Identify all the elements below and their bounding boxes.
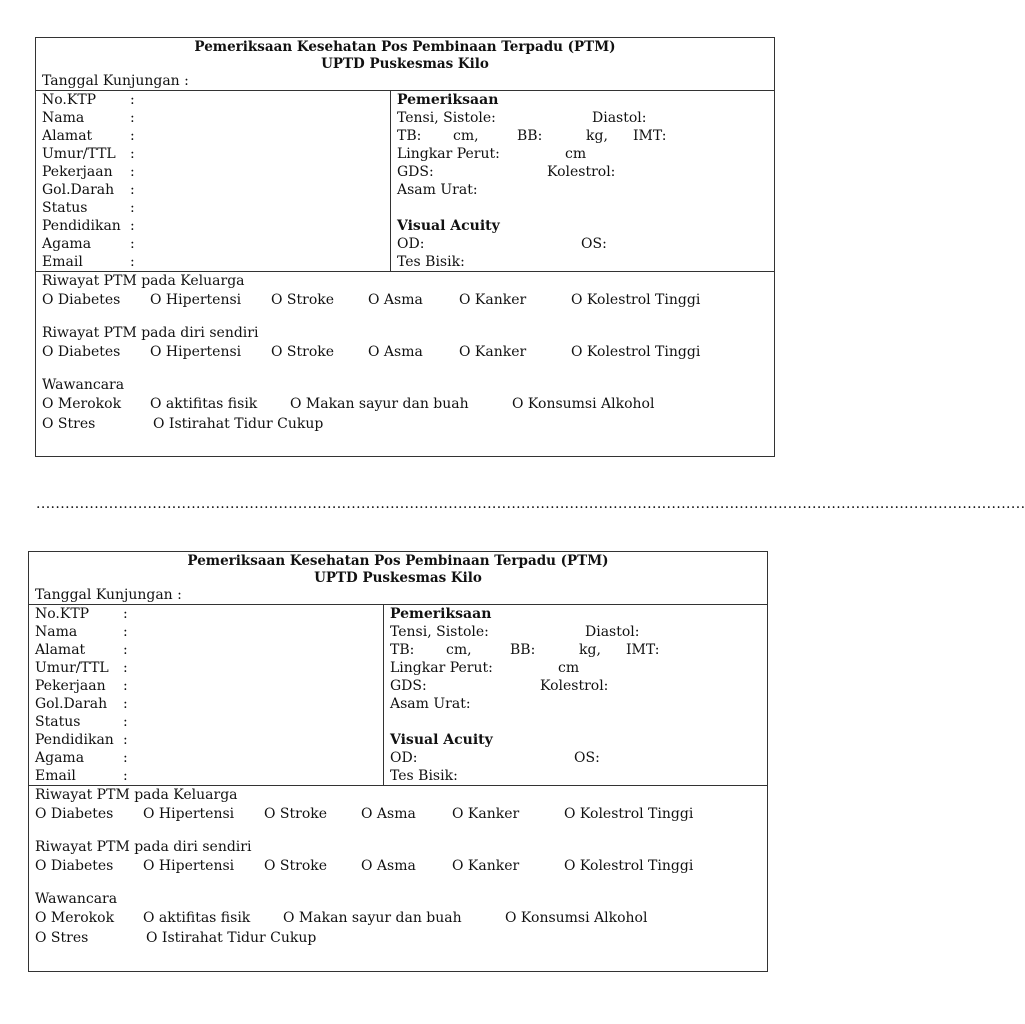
exam-kolestrol: Kolestrol: [547, 164, 616, 180]
option-stroke[interactable]: O Stroke [264, 858, 328, 874]
exam-cm2: cm [558, 660, 580, 676]
field-label: Alamat [42, 128, 93, 144]
field-label: Email [35, 768, 76, 784]
field-colon: : [123, 624, 128, 640]
exam-section [384, 605, 767, 785]
exam-tensi: Tensi, Sistole: [390, 624, 489, 640]
field-colon: : [130, 254, 135, 270]
field-colon: : [123, 732, 128, 748]
history-section [36, 272, 774, 434]
exam-gds: GDS: [390, 678, 427, 694]
identity-section [29, 605, 384, 785]
exam-tb: TB: [390, 642, 415, 658]
option-kolestrol-tinggi[interactable]: O Kolestrol Tinggi [564, 806, 694, 822]
option-asma[interactable]: O Asma [368, 344, 423, 360]
riwayat-diri-title: Riwayat PTM pada diri sendiri [35, 839, 252, 855]
exam-lingkar: Lingkar Perut: [390, 660, 493, 676]
field-alamat [35, 641, 383, 659]
option-stroke[interactable]: O Stroke [271, 292, 335, 308]
riwayat-diri-title: Riwayat PTM pada diri sendiri [42, 325, 259, 341]
history-section [29, 786, 767, 948]
field-label: Gol.Darah [42, 182, 115, 198]
field-label: Status [35, 714, 81, 730]
option-kolestrol-tinggi[interactable]: O Kolestrol Tinggi [571, 344, 701, 360]
field-label: Gol.Darah [35, 696, 108, 712]
option-diabetes[interactable]: O Diabetes [35, 858, 114, 874]
exam-diastol: Diastol: [585, 624, 640, 640]
field-pendidikan [42, 217, 390, 235]
field-colon: : [130, 200, 135, 216]
field-colon: : [123, 606, 128, 622]
form-subtitle: UPTD Puskesmas Kilo [321, 56, 489, 72]
option-kanker[interactable]: O Kanker [459, 344, 527, 360]
cut-line: ............................................................................................................................................................................................................ [36, 496, 1025, 512]
exam-tb: TB: [397, 128, 422, 144]
option-hipertensi[interactable]: O Hipertensi [143, 806, 235, 822]
field-umur [42, 145, 390, 163]
field-status [35, 713, 383, 731]
riwayat-diri-options [42, 342, 774, 362]
option-asma[interactable]: O Asma [368, 292, 423, 308]
field-status [42, 199, 390, 217]
option-merokok[interactable]: O Merokok [35, 910, 115, 926]
wawancara-options-row2 [35, 928, 767, 948]
option-konsumsi-alkohol[interactable]: O Konsumsi Alkohol [505, 910, 648, 926]
riwayat-diri-options [35, 856, 767, 876]
field-colon: : [130, 92, 135, 108]
form-title: Pemeriksaan Kesehatan Pos Pembinaan Terpadu (PTM) [194, 39, 616, 55]
option-konsumsi-alkohol[interactable]: O Konsumsi Alkohol [512, 396, 655, 412]
wawancara-options-row1 [42, 394, 774, 414]
spacer [35, 824, 767, 838]
wawancara-options-row2 [42, 414, 774, 434]
wawancara-title: Wawancara [42, 377, 125, 393]
exam-heading: Pemeriksaan [390, 606, 492, 622]
exam-lingkar: Lingkar Perut: [397, 146, 500, 162]
field-colon: : [130, 218, 135, 234]
field-label: Nama [42, 110, 85, 126]
exam-gds: GDS: [397, 164, 434, 180]
field-label: Agama [42, 236, 92, 252]
field-umur [35, 659, 383, 677]
tes-bisik: Tes Bisik: [397, 254, 465, 270]
visual-heading: Visual Acuity [397, 218, 500, 234]
exam-bb: BB: [517, 128, 543, 144]
wawancara-title: Wawancara [35, 891, 118, 907]
exam-cm: cm, [446, 642, 472, 658]
option-aktifitas-fisik[interactable]: O aktifitas fisik [150, 396, 258, 412]
option-diabetes[interactable]: O Diabetes [42, 344, 121, 360]
exam-kolestrol: Kolestrol: [540, 678, 609, 694]
tes-bisik: Tes Bisik: [390, 768, 458, 784]
field-label: No.KTP [35, 606, 90, 622]
exam-lingkar-row [397, 145, 774, 163]
exam-section [391, 91, 774, 271]
form-header [29, 552, 767, 587]
field-colon: : [123, 678, 128, 694]
field-label: Pendidikan [42, 218, 121, 234]
exam-spacer [397, 199, 774, 217]
field-label: Umur/TTL [42, 146, 116, 162]
field-agama [35, 749, 383, 767]
field-label: No.KTP [42, 92, 97, 108]
exam-tensi-row [390, 623, 767, 641]
exam-tensi-row [397, 109, 774, 127]
spacer [42, 362, 774, 376]
field-email [42, 253, 390, 271]
field-email [35, 767, 383, 785]
form-header [36, 38, 774, 73]
field-gol-darah [35, 695, 383, 713]
option-hipertensi[interactable]: O Hipertensi [150, 344, 242, 360]
form-title: Pemeriksaan Kesehatan Pos Pembinaan Terpadu (PTM) [187, 553, 609, 569]
field-label: Agama [35, 750, 85, 766]
form-middle [36, 91, 774, 272]
exam-tb-row [390, 641, 767, 659]
exam-kg: kg, [586, 128, 608, 144]
exam-gds-row [390, 677, 767, 695]
option-istirahat[interactable]: O Istirahat Tidur Cukup [146, 930, 317, 946]
form-middle [29, 605, 767, 786]
exam-imt: IMT: [626, 642, 660, 658]
field-nama [42, 109, 390, 127]
option-diabetes[interactable]: O Diabetes [35, 806, 114, 822]
exam-tensi: Tensi, Sistole: [397, 110, 496, 126]
field-gol-darah [42, 181, 390, 199]
option-stroke[interactable]: O Stroke [264, 806, 328, 822]
field-label: Pekerjaan [35, 678, 106, 694]
visual-od: OD: [397, 236, 425, 252]
field-label: Umur/TTL [35, 660, 109, 676]
field-no-ktp [42, 91, 390, 109]
form-subtitle: UPTD Puskesmas Kilo [314, 570, 482, 586]
field-colon: : [123, 768, 128, 784]
option-asma[interactable]: O Asma [361, 806, 416, 822]
field-colon: : [123, 750, 128, 766]
riwayat-keluarga-options [42, 290, 774, 310]
field-colon: : [123, 696, 128, 712]
option-istirahat[interactable]: O Istirahat Tidur Cukup [153, 416, 324, 432]
option-stres[interactable]: O Stres [42, 416, 96, 432]
visual-os: OS: [574, 750, 600, 766]
option-stroke[interactable]: O Stroke [271, 344, 335, 360]
exam-kg: kg, [579, 642, 601, 658]
field-label: Pekerjaan [42, 164, 113, 180]
form-top [35, 37, 775, 457]
option-merokok[interactable]: O Merokok [42, 396, 122, 412]
option-kanker[interactable]: O Kanker [452, 806, 520, 822]
field-label: Status [42, 200, 88, 216]
exam-gds-row [397, 163, 774, 181]
option-kolestrol-tinggi[interactable]: O Kolestrol Tinggi [564, 858, 694, 874]
field-pekerjaan [35, 677, 383, 695]
field-colon: : [130, 128, 135, 144]
field-label: Nama [35, 624, 78, 640]
option-asma[interactable]: O Asma [361, 858, 416, 874]
field-no-ktp [35, 605, 383, 623]
visual-od: OD: [390, 750, 418, 766]
option-hipertensi[interactable]: O Hipertensi [150, 292, 242, 308]
exam-spacer [390, 713, 767, 731]
option-hipertensi[interactable]: O Hipertensi [143, 858, 235, 874]
exam-heading: Pemeriksaan [397, 92, 499, 108]
option-kanker[interactable]: O Kanker [452, 858, 520, 874]
option-diabetes[interactable]: O Diabetes [42, 292, 121, 308]
option-kanker[interactable]: O Kanker [459, 292, 527, 308]
exam-asam-urat: Asam Urat: [397, 182, 478, 198]
visual-od-row [390, 749, 767, 767]
exam-cm: cm, [453, 128, 479, 144]
exam-cm2: cm [565, 146, 587, 162]
tanggal-kunjungan: Tanggal Kunjungan : [29, 587, 767, 605]
visual-os: OS: [581, 236, 607, 252]
exam-imt: IMT: [633, 128, 667, 144]
tanggal-kunjungan: Tanggal Kunjungan : [36, 73, 774, 91]
visual-heading: Visual Acuity [390, 732, 493, 748]
option-kolestrol-tinggi[interactable]: O Kolestrol Tinggi [571, 292, 701, 308]
option-makan-sayur[interactable]: O Makan sayur dan buah [290, 396, 469, 412]
spacer [42, 310, 774, 324]
field-nama [35, 623, 383, 641]
field-label: Email [42, 254, 83, 270]
field-colon: : [123, 642, 128, 658]
riwayat-keluarga-title: Riwayat PTM pada Keluarga [42, 273, 245, 289]
exam-lingkar-row [390, 659, 767, 677]
option-aktifitas-fisik[interactable]: O aktifitas fisik [143, 910, 251, 926]
field-colon: : [123, 714, 128, 730]
field-colon: : [130, 236, 135, 252]
identity-section [36, 91, 391, 271]
riwayat-keluarga-options [35, 804, 767, 824]
exam-bb: BB: [510, 642, 536, 658]
field-colon: : [130, 146, 135, 162]
option-makan-sayur[interactable]: O Makan sayur dan buah [283, 910, 462, 926]
riwayat-keluarga-title: Riwayat PTM pada Keluarga [35, 787, 238, 803]
field-agama [42, 235, 390, 253]
field-colon: : [130, 164, 135, 180]
field-label: Pendidikan [35, 732, 114, 748]
field-colon: : [130, 182, 135, 198]
field-alamat [42, 127, 390, 145]
field-label: Alamat [35, 642, 86, 658]
wawancara-options-row1 [35, 908, 767, 928]
field-colon: : [130, 110, 135, 126]
visual-od-row [397, 235, 774, 253]
spacer [35, 876, 767, 890]
option-stres[interactable]: O Stres [35, 930, 89, 946]
field-pendidikan [35, 731, 383, 749]
exam-tb-row [397, 127, 774, 145]
exam-asam-urat: Asam Urat: [390, 696, 471, 712]
exam-diastol: Diastol: [592, 110, 647, 126]
field-colon: : [123, 660, 128, 676]
field-pekerjaan [42, 163, 390, 181]
form-bottom [28, 551, 768, 972]
